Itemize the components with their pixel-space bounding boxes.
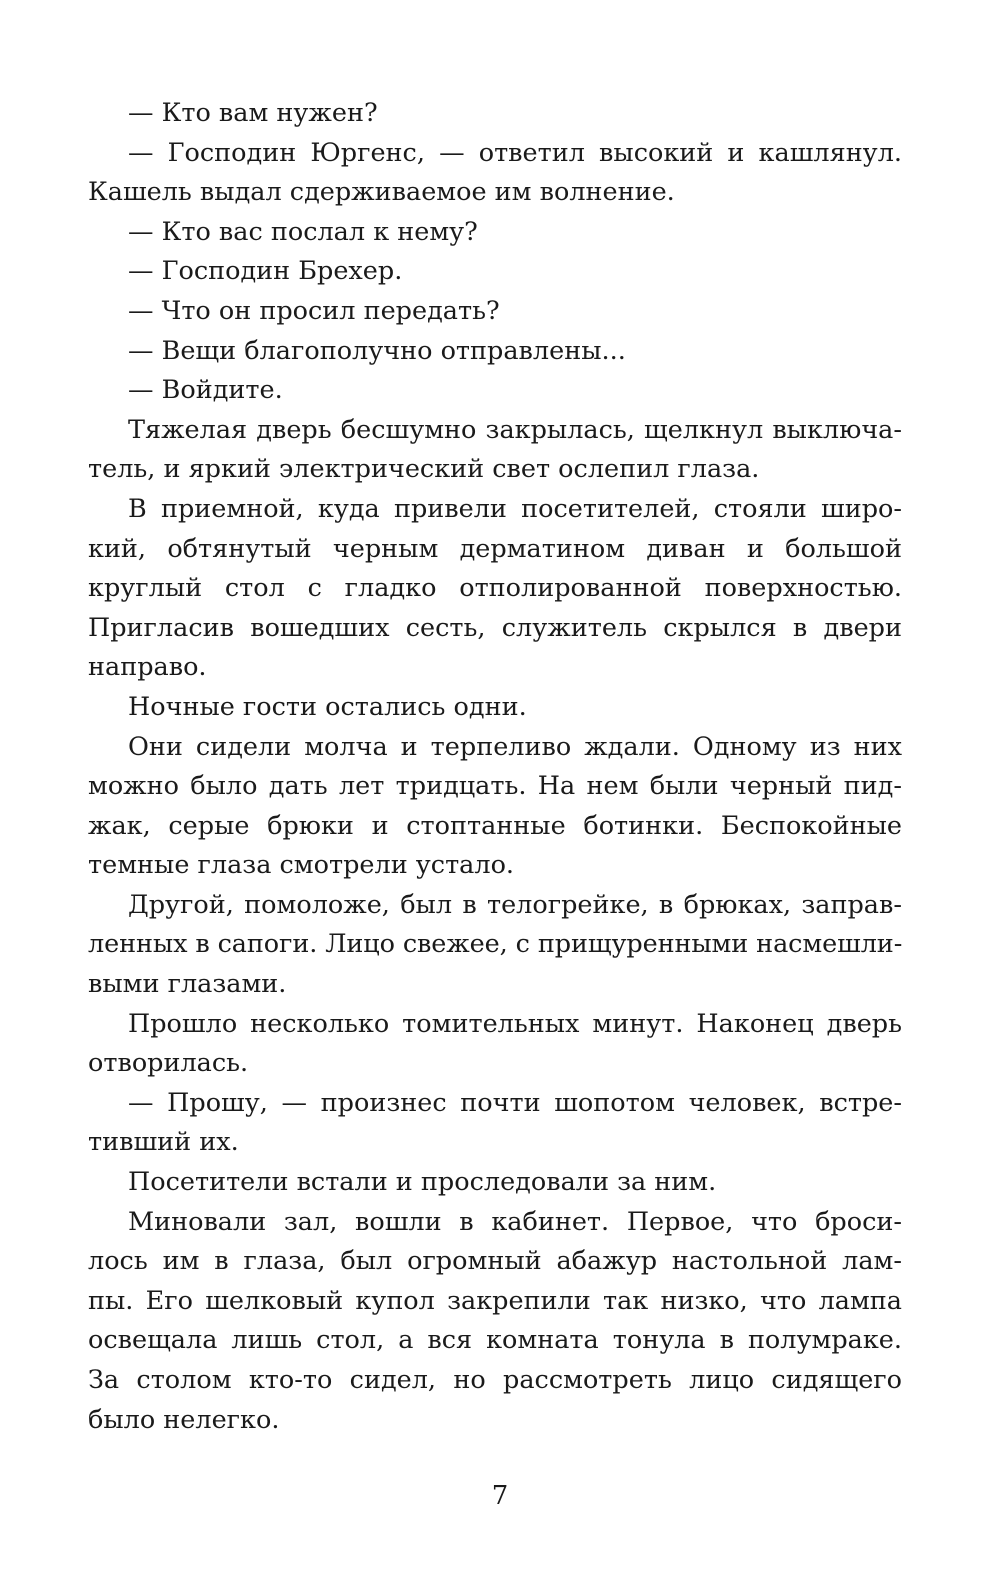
text-line: было нелегко.	[88, 1404, 280, 1435]
text-line: — Прошу, — произнес почти шопотом человек, встре-	[128, 1087, 902, 1118]
text-line: Другой, помоложе, был в телогрейке, в брюках, заправ-	[128, 889, 902, 920]
text-line: — Кто вам нужен?	[128, 98, 378, 128]
text-line: тивший их.	[88, 1127, 239, 1158]
text-line: Посетители встали и проследовали за ним.	[128, 1167, 717, 1198]
text-line: тель, и яркий электрический свет ослепил глаза.	[88, 454, 760, 485]
text-line: жак, серые брюки и стоптанные ботинки. Беспокойные	[88, 810, 902, 841]
text-line: Тяжелая дверь бесшумно закрылась, щелкнул выключа-	[128, 414, 902, 445]
text-line: — Что он просил передать?	[128, 295, 500, 326]
text-line: отворилась.	[88, 1048, 249, 1079]
text-line: круглый стол с гладко отполированной поверхностью.	[88, 573, 902, 604]
text-line: Кашель выдал сдерживаемое им волнение.	[88, 177, 675, 208]
page-number: 7	[491, 1481, 509, 1511]
text-line: выми глазами.	[88, 969, 287, 1000]
text-line: Пригласив вошедших сесть, служитель скрылся в двери	[88, 612, 902, 643]
text-line: Прошло несколько томительных минут. Наконец дверь	[128, 1008, 902, 1039]
text-line: лось им в глаза, был огромный абажур настольной лам-	[88, 1246, 902, 1277]
page-body	[88, 94, 902, 1440]
text-line: ленных в сапоги. Лицо свежее, с прищуренными насмешли-	[88, 929, 903, 960]
text-line: — Вещи благополучно отправлены...	[128, 335, 626, 366]
text-line: направо.	[88, 652, 207, 683]
text-line: кий, обтянутый черным дерматином диван и большой	[88, 533, 902, 564]
text-line: Миновали зал, вошли в кабинет. Первое, что броси-	[128, 1206, 902, 1237]
text-line: темные глаза смотрели устало.	[88, 850, 515, 881]
text-line: Они сидели молча и терпеливо ждали. Одному из них	[128, 731, 902, 762]
text-line: — Кто вас послал к нему?	[128, 216, 478, 247]
text-line: В приемной, куда привели посетителей, стояли широ-	[128, 493, 902, 524]
text-line: — Господин Юргенс, — ответил высокий и кашлянул.	[128, 137, 902, 168]
text-line: — Войдите.	[128, 375, 283, 406]
text-line: За столом кто-то сидел, но рассмотреть лицо сидящего	[88, 1365, 902, 1395]
text-line: пы. Его шелковый купол закрепили так низко, что лампа	[88, 1285, 902, 1316]
text-line: — Господин Брехер.	[128, 256, 403, 287]
text-line: Ночные гости остались одни.	[128, 691, 527, 722]
text-line: можно было дать лет тридцать. На нем были черный пид-	[88, 771, 902, 802]
text-line: освещала лишь стол, а вся комната тонула в полумраке.	[88, 1325, 902, 1356]
